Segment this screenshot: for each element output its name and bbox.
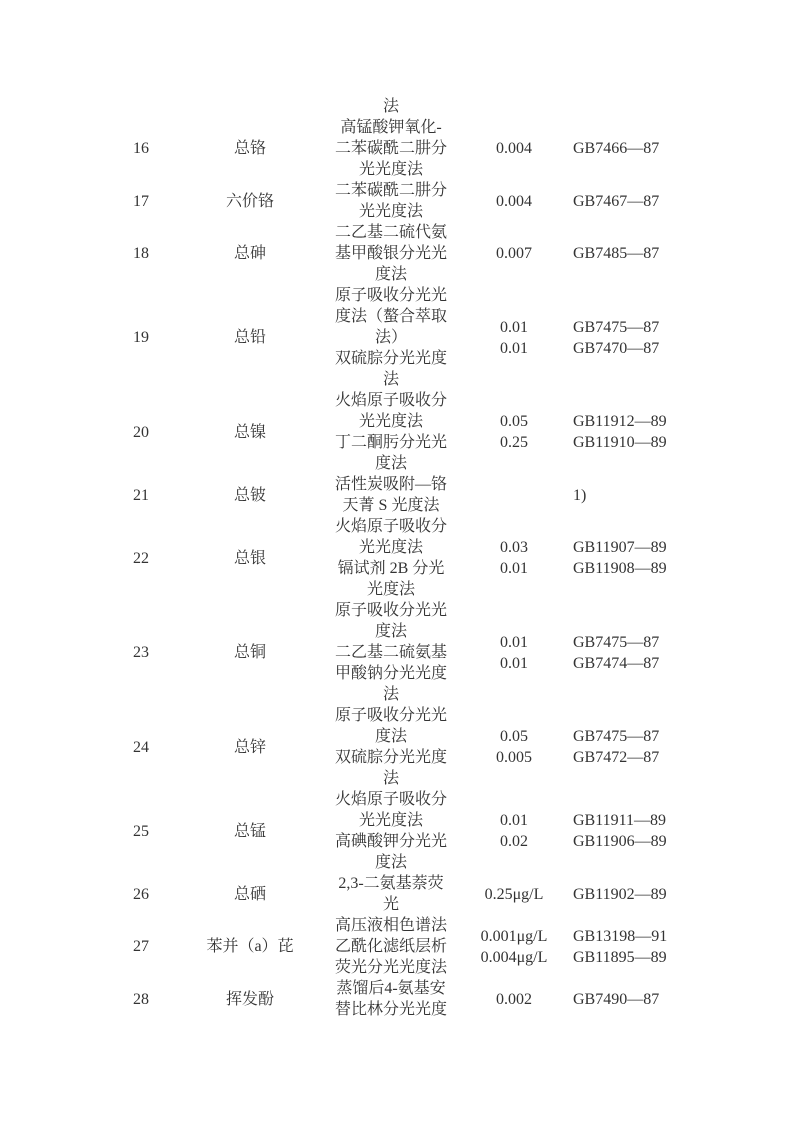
limit-cell [468, 726, 560, 768]
table-row [96, 222, 700, 285]
method-cell [314, 285, 468, 390]
parameter-name: 总铜 [233, 644, 266, 661]
standard-value: 1) [573, 486, 587, 504]
standard-cell [560, 726, 700, 768]
method-cell [314, 705, 468, 789]
method-text: 二乙基二硫氨基甲酸钠分光光度法 [334, 644, 447, 703]
parameter-name-cell [186, 548, 314, 569]
method-text: 双硫腙分光光度法 [334, 749, 447, 787]
standard-value: GB11906—89 [573, 833, 667, 850]
table-row [96, 978, 700, 1020]
method-text: 双硫腙分光光度法 [334, 350, 447, 388]
standard-value: GB7467—87 [573, 192, 660, 210]
standard-cell [560, 926, 700, 968]
standard-cell [560, 138, 700, 159]
row-number: 27 [133, 938, 149, 955]
table-row [96, 873, 700, 915]
method-text: 原子吸收分光光度法 [334, 707, 447, 745]
table-row [96, 117, 700, 180]
limit-cell [468, 537, 560, 579]
parameter-name: 总硒 [233, 885, 266, 903]
limit-value: 0.25 [500, 434, 528, 451]
parameter-name-cell [186, 485, 314, 506]
method-text: 火焰原子吸收分光光度法 [334, 518, 447, 556]
standard-value: GB11908—89 [573, 560, 667, 577]
standard-value: GB7472—87 [573, 749, 660, 766]
standard-cell [560, 810, 700, 852]
parameter-name: 六价铬 [225, 192, 274, 210]
method-cell [314, 96, 468, 117]
row-number-cell [96, 485, 186, 506]
standard-value: GB7475—87 [573, 728, 660, 745]
limit-value: 0.004μg/L [480, 948, 548, 966]
limit-value: 0.25μg/L [484, 885, 544, 903]
row-number-cell [96, 821, 186, 842]
standard-value: GB7466—87 [573, 140, 660, 157]
method-cell [314, 978, 468, 1020]
row-number: 18 [133, 245, 149, 262]
standard-cell [560, 485, 700, 506]
method-cell [314, 516, 468, 600]
row-number-cell [96, 936, 186, 957]
limit-value: 0.05 [500, 413, 528, 430]
standard-value: GB7475—87 [573, 318, 660, 336]
method-cell [314, 180, 468, 222]
standard-value: GB11912—89 [573, 413, 667, 430]
method-cell [314, 873, 468, 915]
method-text: 原子吸收分光光度法（螯合萃取法） [334, 287, 447, 346]
limit-value: 0.01 [500, 339, 528, 357]
table-row [96, 390, 700, 474]
row-number: 21 [133, 486, 149, 504]
limit-value: 0.01 [500, 654, 528, 672]
limit-cell [468, 243, 560, 264]
parameter-name-cell [186, 936, 314, 957]
table-row [96, 180, 700, 222]
parameter-name: 总锌 [233, 738, 266, 756]
limit-value: 0.05 [500, 728, 528, 745]
parameter-name: 总镍 [233, 423, 266, 441]
method-text: 活性炭吸附—铬天菁 S 光度法 [334, 476, 447, 514]
parameter-name: 挥发酚 [225, 990, 274, 1008]
method-text: 丁二酮肟分光光度法 [334, 434, 447, 472]
parameter-name-cell [186, 989, 314, 1010]
standard-cell [560, 989, 700, 1010]
standard-value: GB11902—89 [573, 885, 667, 903]
standard-value: GB7475—87 [573, 633, 660, 651]
method-continuation-text: 法 [382, 98, 399, 115]
method-cell [314, 474, 468, 516]
row-number-cell [96, 96, 186, 117]
limit-value: 0.004 [496, 140, 532, 157]
method-text: 高锰酸钾氧化-二苯碳酰二肼分光光度法 [334, 119, 447, 178]
parameter-name: 总砷 [233, 245, 266, 262]
method-text: 火焰原子吸收分光光度法 [334, 392, 447, 430]
standard-cell [560, 884, 700, 905]
method-text: 火焰原子吸收分光光度法 [334, 791, 447, 829]
limit-cell [468, 810, 560, 852]
limit-cell [468, 411, 560, 453]
limit-value: 0.01 [500, 633, 528, 651]
row-number-cell [96, 884, 186, 905]
method-cell [314, 915, 468, 978]
row-number-cell [96, 989, 186, 1010]
table-row [96, 516, 700, 600]
limit-cell [468, 989, 560, 1010]
row-number: 26 [133, 885, 149, 903]
limit-cell [468, 138, 560, 159]
standard-cell [560, 411, 700, 453]
method-text: 蒸馏后4-氨基安替比林分光光度 [334, 980, 447, 1018]
parameter-name: 总铅 [233, 329, 266, 346]
method-text: 二乙基二硫代氨基甲酸银分光光度法 [334, 224, 447, 283]
limit-value: 0.01 [500, 560, 528, 577]
standard-cell [560, 243, 700, 264]
row-number-cell [96, 422, 186, 443]
standard-value: GB7470—87 [573, 339, 660, 357]
standard-value: GB11910—89 [573, 434, 667, 451]
parameter-name-cell [186, 737, 314, 758]
standard-cell [560, 632, 700, 674]
row-number-cell [96, 327, 186, 348]
parameter-name: 苯并（a）芘 [206, 938, 294, 955]
row-number: 28 [133, 990, 149, 1008]
limit-cell [468, 191, 560, 212]
parameter-name-cell [186, 138, 314, 159]
limit-cell [468, 485, 560, 506]
method-text: 镉试剂 2B 分光光度法 [337, 560, 445, 598]
parameter-name: 总铬 [233, 140, 266, 157]
limit-value: 0.005 [496, 749, 532, 766]
method-cell [314, 390, 468, 474]
parameter-name-cell [186, 642, 314, 663]
table-row [96, 600, 700, 705]
limit-value [468, 485, 560, 506]
limit-value: 0.02 [500, 833, 528, 850]
parameter-name-cell [186, 422, 314, 443]
method-text: 二苯碳酰二肼分光光度法 [334, 182, 447, 220]
standard-cell [560, 191, 700, 212]
parameter-name-cell [186, 821, 314, 842]
parameter-name: 总铍 [233, 486, 266, 504]
standard-value: GB11907—89 [573, 539, 667, 556]
standard-value: GB7490—87 [573, 990, 660, 1008]
method-cell [314, 222, 468, 285]
parameter-name: 总银 [233, 549, 266, 567]
parameter-name: 总锰 [233, 822, 266, 840]
standard-cell [560, 96, 700, 117]
row-number-cell [96, 243, 186, 264]
method-text: 高碘酸钾分光光度法 [334, 833, 447, 871]
limit-value: 0.03 [500, 539, 528, 556]
method-text: 高压液相色谱法 [334, 917, 447, 934]
limit-cell [468, 632, 560, 674]
row-number: 20 [133, 423, 149, 441]
limit-cell [468, 317, 560, 359]
row-number-cell [96, 642, 186, 663]
row-number-cell [96, 191, 186, 212]
table-row [96, 705, 700, 789]
table-row [96, 474, 700, 516]
parameter-name-cell [186, 243, 314, 264]
row-number: 17 [133, 192, 149, 210]
method-cell [314, 789, 468, 873]
standard-cell [560, 537, 700, 579]
method-cell [314, 600, 468, 705]
method-cell [314, 117, 468, 180]
parameter-name-cell [186, 191, 314, 212]
standard-value: GB7485—87 [573, 245, 660, 262]
limit-cell [468, 926, 560, 968]
parameter-name-cell [186, 327, 314, 348]
standard-cell [560, 317, 700, 359]
table-row-carryover [96, 96, 700, 117]
row-number: 19 [133, 329, 149, 346]
limit-value: 0.004 [496, 192, 532, 210]
standard-value: GB13198—91 [573, 927, 668, 945]
limit-value: 0.01 [500, 812, 528, 829]
method-text: 原子吸收分光光度法 [334, 602, 447, 640]
limit-cell [468, 96, 560, 117]
table-row [96, 789, 700, 873]
row-number: 23 [133, 644, 149, 661]
row-number-cell [96, 737, 186, 758]
parameter-name-cell [186, 96, 314, 117]
method-text: 乙酰化滤纸层析荧光分光光度法 [334, 938, 447, 976]
methods-table [96, 96, 700, 1020]
row-number-cell [96, 548, 186, 569]
limit-cell [468, 884, 560, 905]
method-text: 2,3-二氨基萘荧光 [338, 875, 444, 913]
table-row [96, 915, 700, 978]
standard-value: GB11895—89 [573, 948, 667, 966]
row-number-cell [96, 138, 186, 159]
limit-value: 0.01 [500, 318, 528, 336]
table-row [96, 285, 700, 390]
parameter-name-cell [186, 884, 314, 905]
limit-value: 0.002 [496, 990, 532, 1008]
standard-value: GB11911—89 [573, 812, 667, 829]
standard-value: GB7474—87 [573, 654, 660, 672]
limit-value: 0.001μg/L [480, 927, 548, 945]
limit-value: 0.007 [496, 245, 532, 262]
row-number: 24 [133, 738, 149, 756]
row-number: 22 [133, 549, 149, 567]
row-number: 25 [133, 822, 149, 840]
row-number: 16 [133, 140, 149, 157]
